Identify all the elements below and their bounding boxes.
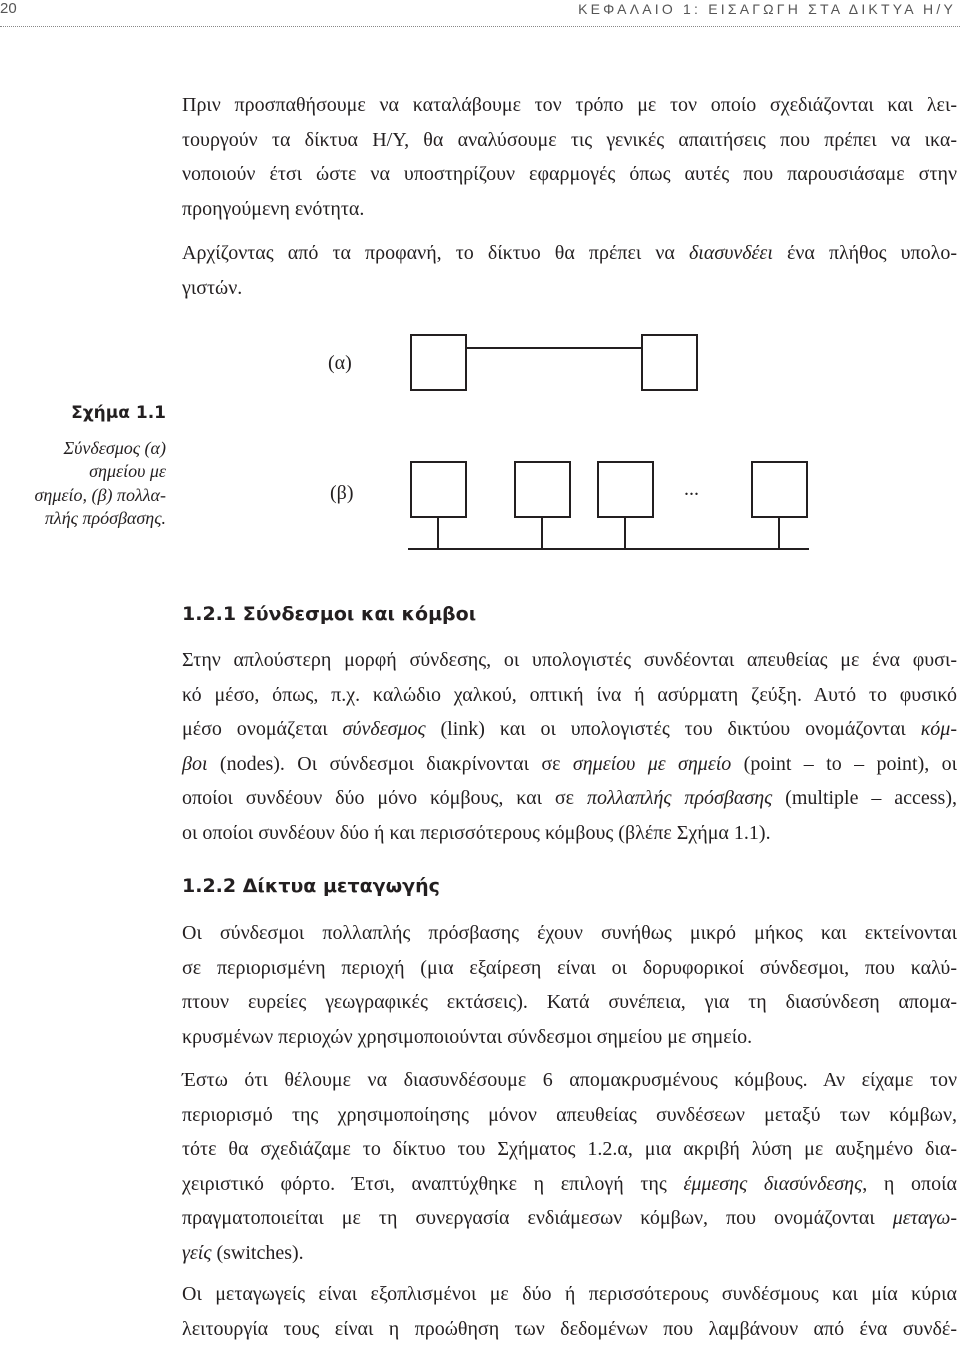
text-line: Αρχίζοντας από τα προφανή, το δίκτυο θα πρέπει να διασυνδέει ένα πλήθος υπολο- <box>182 242 957 264</box>
text-line: γιστών. <box>182 276 243 299</box>
section-heading-1-2-1: 1.2.1 Σύνδεσμοι και κόμβοι <box>182 603 477 625</box>
node-box-a2 <box>642 335 697 390</box>
node-box-a1 <box>411 335 466 390</box>
text-line: κρυσμένων περιοχών χρησιμοποιούνται σύνδεσμοι σημείου με σημείο. <box>182 1025 753 1048</box>
caption-line: πλής πρόσβασης. <box>44 507 166 528</box>
text-line: Έστω ότι θέλουμε να διασυνδέσουμε 6 απομακρυσμένους κόμβους. Αν είχαμε τον <box>182 1069 957 1091</box>
text-line: βοι (nodes). Οι σύνδεσμοι διακρίνονται σε σημείου με σημείο (point – to – point), οι <box>182 752 958 775</box>
text-line: γείς (switches). <box>182 1241 304 1264</box>
text-line: λειτουργία τους είναι η προώθηση των δεδομένων που λαμβάνουν από ένα συνδέ- <box>182 1317 957 1340</box>
section-1-2-2-paragraph-3 <box>182 1277 957 1346</box>
text-line: οι οποίοι συνδέουν δύο ή και περισσότερους κόμβους (βλέπε Σχήμα 1.1). <box>182 821 771 844</box>
section-heading-1-2-2: 1.2.2 Δίκτυα μεταγωγής <box>182 875 440 897</box>
text-line: πραγματοποιείται με τη συνεργασία ενδιάμεσων κόμβων, που ονομάζονται μεταγω- <box>182 1207 957 1230</box>
text-line: Πριν προσπαθήσουμε να καταλάβουμε τον τρόπο με τον οποίο σχεδιάζονται και λει- <box>182 94 957 116</box>
text-line: οποίοι συνδέουν δύο μόνο κόμβους, και σε πολλαπλής πρόσβασης (multiple – access), <box>182 787 958 810</box>
node-box-b3 <box>598 462 653 517</box>
chapter-title: ΚΕΦΑΛΑΙΟ 1: ΕΙΣΑΓΩΓΗ ΣΤΑ ΔΙΚΤΥΑ Η/Υ <box>578 1 956 17</box>
text-line: μέσο ονομάζεται σύνδεσμος (link) και οι υπολογιστές του δικτύου ονομάζονται κόμ- <box>182 718 958 741</box>
diagram-label-a: (α) <box>328 352 352 374</box>
text-line: προηγούμενη ενότητα. <box>182 197 365 220</box>
text-line: περιορισμό της χρησιμοποίησης μόνον απευθείας συνδέσεων μεταξύ των κόμβων, <box>182 1103 957 1126</box>
text-line: Οι μεταγωγείς είναι εξοπλισμένοι με δύο ή περισσότερους συνδέσμους και μία κύρια <box>182 1283 957 1305</box>
caption-line: Σύνδεσμος (α) <box>63 438 166 458</box>
text-line: κό μέσο, όπως, π.χ. καλώδιο χαλκού, οπτική ίνα ή ασύρματη ζεύξη. Αυτό το φυσικό <box>182 683 957 706</box>
section-1-2-1-paragraph <box>182 643 957 851</box>
diagram-ellipsis: ... <box>684 478 699 500</box>
caption-line: σημείο, (β) πολλα- <box>34 484 166 505</box>
node-box-b4 <box>752 462 807 517</box>
text-line: τότε θα σχεδιάζαμε το δίκτυο του Σχήματος 1.2.α, μια ακριβή λύση με αυξημένο δια- <box>182 1138 957 1161</box>
caption-line: σημείου με <box>89 461 166 482</box>
section-1-2-2-paragraph-2 <box>182 1063 957 1271</box>
text-line: νοποιούν έτσι ώστε να υποστηρίζουν εφαρμογές όπως αυτές που παρουσιάσαμε στην <box>182 163 957 186</box>
text-line: σε περιορισμένη περιοχή (μια εξαίρεση είναι οι δορυφορικοί σύνδεσμοι, που καλύ- <box>182 956 957 979</box>
node-box-b1 <box>411 462 466 517</box>
network-diagram <box>0 0 960 600</box>
text-line: Στην απλούστερη μορφή σύνδεσης, οι υπολογιστές συνδέονται απευθείας με ένα φυσι- <box>182 649 957 671</box>
text-line: τουργούν τα δίκτυα Η/Υ, θα αναλύσουμε τις γενικές απαιτήσεις που πρέπει να ικα- <box>182 128 957 151</box>
text-line: χειριστικό φόρτο. Έτσι, αναπτύχθηκε η επιλογή της έμμεσης διασύνδεσης, η οποία <box>182 1172 957 1195</box>
figure-label: Σχήμα 1.1 <box>71 403 166 423</box>
node-box-b2 <box>515 462 570 517</box>
diagram-label-b: (β) <box>330 482 354 504</box>
text-line: Οι σύνδεσμοι πολλαπλής πρόσβασης έχουν συνήθως μικρό μήκος και εκτείνονται <box>182 922 957 944</box>
section-1-2-2-paragraph-1 <box>182 916 957 1054</box>
text-line: πτουν ευρείες γεωγραφικές εκτάσεις). Κατά συνέπεια, για τη διασύνδεση απομα- <box>182 991 957 1014</box>
page-number: 20 <box>0 0 17 17</box>
